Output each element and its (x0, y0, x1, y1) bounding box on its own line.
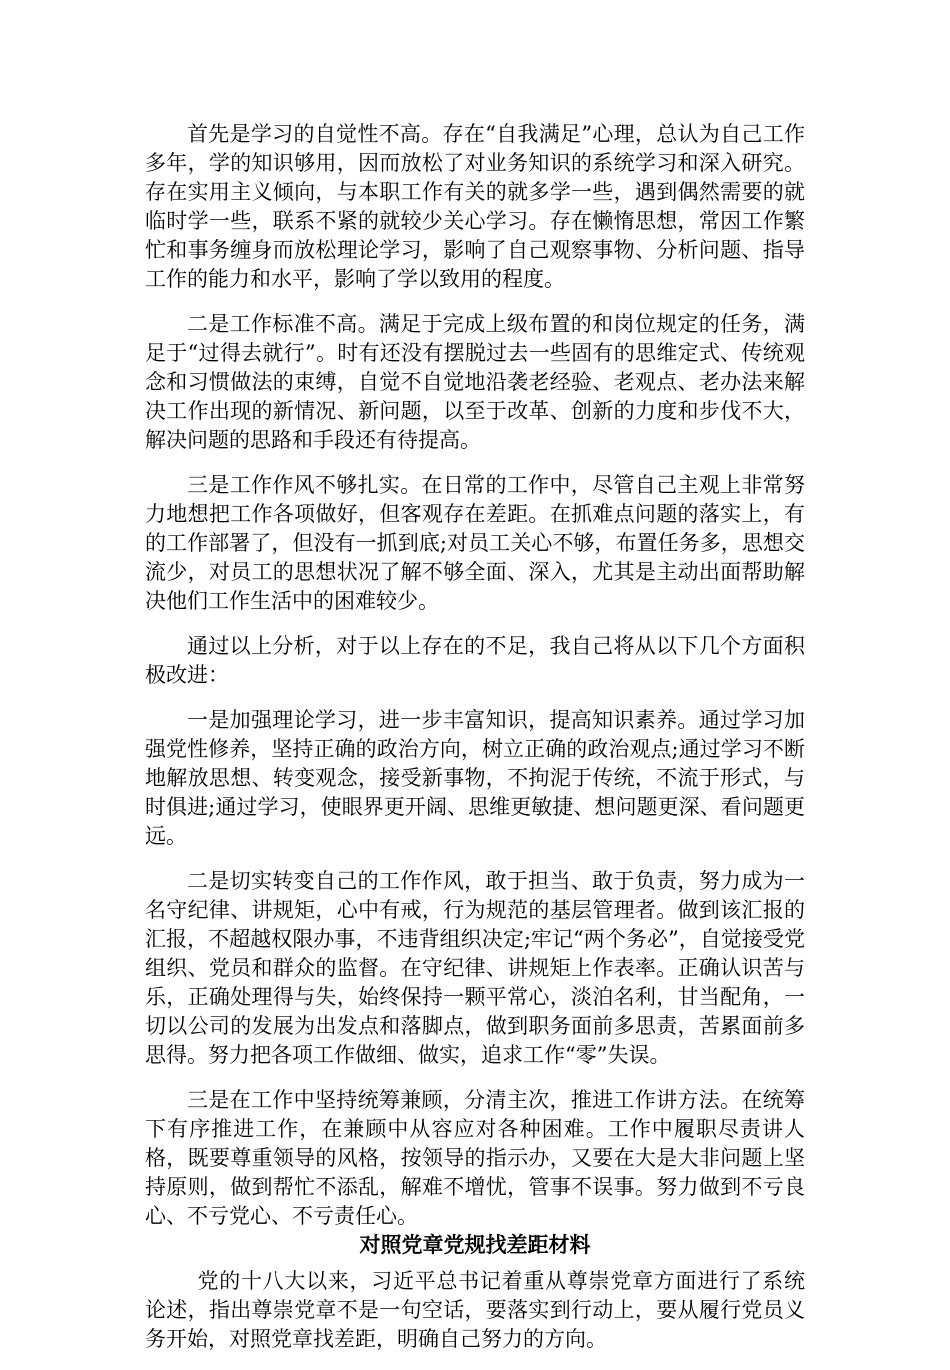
paragraph-work-standard: 二是工作标准不高。满足于完成上级布置的和岗位规定的任务，满足于“过得去就行”。时有还没有摆脱过去一些固有的思维定式、传统观念和习惯做法的束缚，自觉不自觉地沿袭老经验、老观点、老办法来解决工作出现的新情况、新问题，以至于改革、创新的力度和步伐不大，解决问题的思路和手段还有待提高。 (145, 312, 805, 452)
paragraph-improvement-style: 二是切实转变自己的工作作风，敢于担当、敢于负责，努力成为一名守纪律、讲规矩，心中有戒，行为规范的基层管理者。做到该汇报的汇报，不超越权限办事，不违背组织决定;牢记“两个务必”，自觉接受党组织、党员和群众的监督。在守纪律、讲规矩上作表率。正确认识苦与乐，正确处理得与失，始终保持一颗平常心，淡泊名利，甘当配角，一切以公司的发展为出发点和落脚点，做到职务面前多思责，苦累面前多思得。努力把各项工作做细、做实，追求工作“零”失误。 (145, 869, 805, 1067)
paragraph-study-awareness: 首先是学习的自觉性不高。存在“自我满足”心理，总认为自己工作多年，学的知识够用，因而放松了对业务知识的系统学习和深入研究。存在实用主义倾向，与本职工作有关的就多学一些，遇到偶然需要的就临时学一些，联系不紧的就较少关心学习。存在懒惰思想，常因工作繁忙和事务缠身而放松理论学习，影响了自己观察事物、分析问题、指导工作的能力和水平，影响了学以致用的程度。 (145, 122, 805, 291)
paragraph-closing: 党的十八大以来，习近平总书记着重从尊崇党章方面进行了系统论述，指出尊崇党章不是一句空话，要落实到行动上，要从履行党员义务开始，对照党章找差距，明确自己努力的方向。 (145, 1269, 805, 1351)
section-title: 对照党章党规找差距材料 (359, 1233, 591, 1257)
paragraph-work-style: 三是工作作风不够扎实。在日常的工作中，尽管自己主观上非常努力地想把工作各项做好，但客观存在差距。在抓难点问题的落实上，有的工作部署了，但没有一抓到底;对员工关心不够，布置任务多，思想交流少，对员工的思想状况了解不够全面、深入，尤其是主动出面帮助解决他们工作生活中的困难较少。 (145, 473, 805, 613)
paragraph-improvement-theory: 一是加强理论学习，进一步丰富知识，提高知识素养。通过学习加强党性修养，坚持正确的政治方向，树立正确的政治观点;通过学习不断地解放思想、转变观念，接受新事物，不拘泥于传统，不流于形式，与时俱进;通过学习，使眼界更开阔、思维更敏捷、想问题更深、看问题更远。 (145, 708, 805, 848)
document-page (145, 120, 805, 1370)
paragraph-improvement-coordination: 三是在工作中坚持统筹兼顾，分清主次，推进工作讲方法。在统筹下有序推进工作，在兼顾中从容应对各种困难。工作中履职尽责讲人格，既要尊重领导的风格，按领导的指示办，又要在大是大非问题上坚持原则，做到帮忙不添乱，解难不增忧，管事不误事。努力做到不亏良心、不亏党心、不亏责任心。 (145, 1088, 805, 1228)
paragraph-improvement-intro: 通过以上分析，对于以上存在的不足，我自己将从以下几个方面积极改进： (145, 634, 805, 687)
